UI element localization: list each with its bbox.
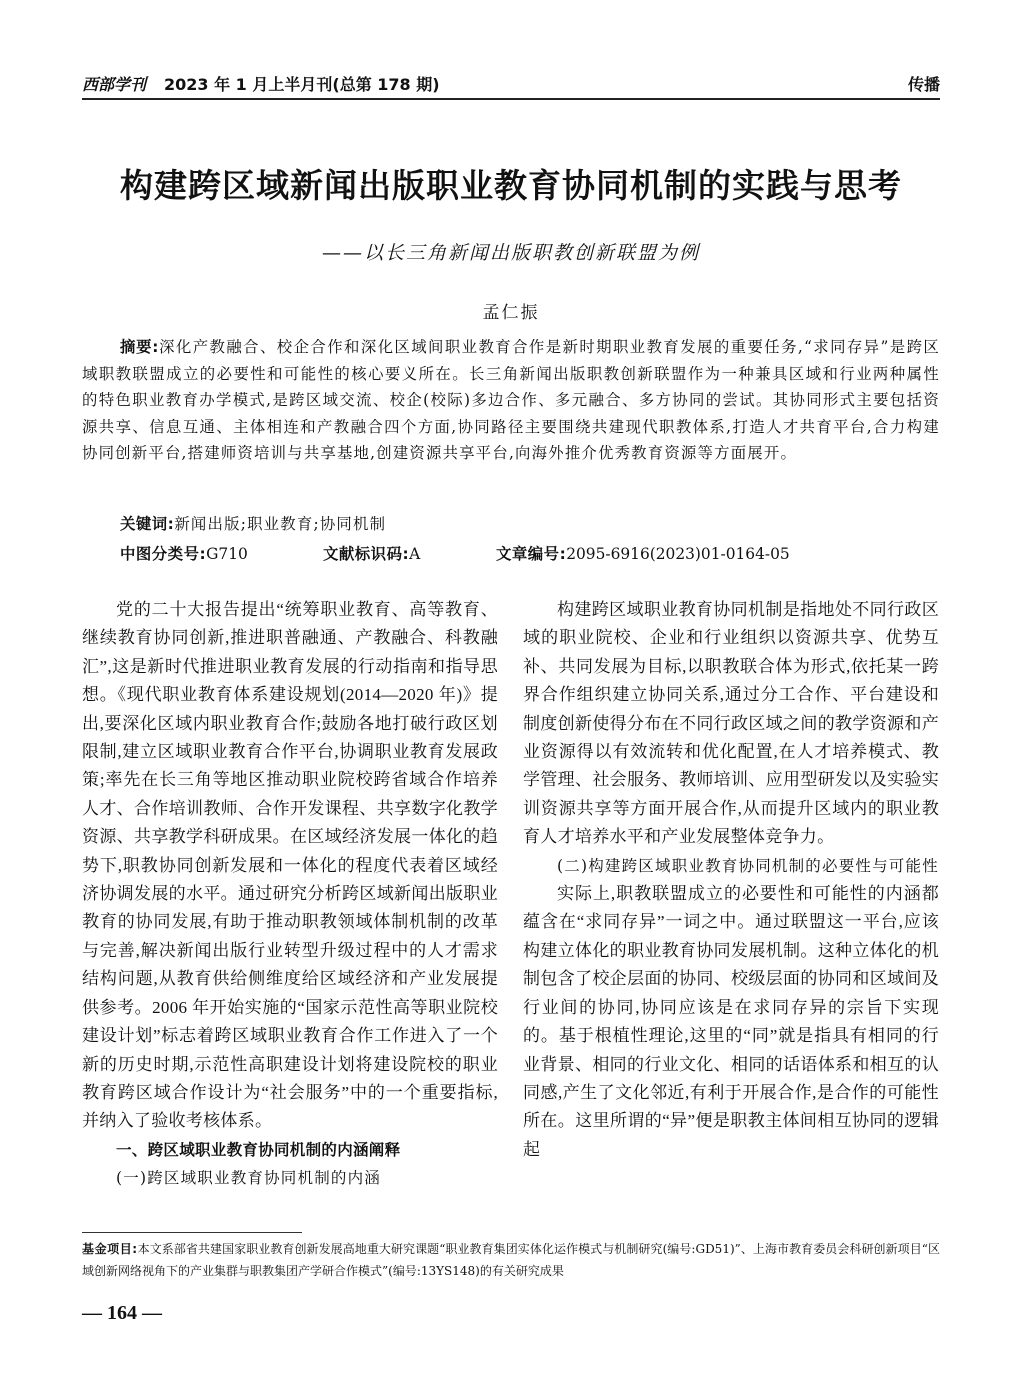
footnote-text: 本文系部省共建国家职业教育创新发展高地重大研究课题“职业教育集团实体化运作模式与机制研究(编号:GD51)”、上海市教育委员会科研创新项目“区域创新网络视角下的产业集群与职教集团产学研合作模式”(编号:13YS148)的有关研究成果: [82, 1242, 940, 1278]
running-header: [82, 72, 940, 96]
clc-value: G710: [206, 545, 248, 563]
header-rule: [82, 98, 940, 100]
footnote-rule: [82, 1232, 302, 1233]
section-heading: 一、跨区域职业教育协同机制的内涵阐释: [116, 1140, 401, 1159]
abstract-text: 深化产教融合、校企合作和深化区域间职业教育合作是新时期职业教育发展的重要任务,“求同存异”是跨区域职教联盟成立的必要性和可能性的核心要义所在。长三角新闻出版职教创新联盟作为一种兼具区域和行业两种属性的特色职业教育办学模式,是跨区域交流、校企(校际)多边合作、多元融合、多方协同的尝试。其协同形式主要包括资源共享、信息互通、主体相连和产教融合四个方面,协同路径主要围绕共建现代职教体系,打造人才共育平台,合力构建协同创新平台,搭建师资培训与共享基地,创建资源共享平台,向海外推介优秀教育资源等方面展开。: [82, 338, 940, 462]
abstract: [82, 334, 940, 467]
article-subtitle: ——以长三角新闻出版职教创新联盟为例: [321, 242, 700, 264]
body-paragraph: 实际上,职教联盟成立的必要性和可能性的内涵都蕴含在“求同存异”一词之中。通过联盟这一平台,应该构建立体化的职业教育协同发展机制。这种立体化的机制包含了校企层面的协同、校级层面的协同和区域间及行业间的协同,协同应该是在求同存异的宗旨下实现的。基于根植性理论,这里的“同”就是指具有相同的行业背景、相同的行业文化、相同的话语体系和相互的认同感,产生了文化邻近,有利于开展合作,是合作的可能性所在。这里所谓的“异”便是职教主体间相互协同的逻辑起: [523, 884, 939, 1159]
page-number: — 164 —: [82, 1302, 162, 1324]
article-title: 构建跨区域新闻出版职业教育协同机制的实践与思考: [120, 166, 902, 205]
doc-label: 文献标识码:: [323, 545, 410, 563]
right-column: [523, 596, 939, 1164]
abstract-label: 摘要:: [120, 338, 159, 356]
left-column: [82, 596, 498, 1193]
body-paragraph: 党的二十大报告提出“统筹职业教育、高等教育、继续教育协同创新,推进职普融通、产教融合、科教融汇”,这是新时代推进职业教育发展的行动指南和指导思想。《现代职业教育体系建设规划(2014—2020 年)》提出,要深化区域内职业教育合作;鼓励各地打破行政区划限制,建立区域职业教育合作平台,协调职业教育发展政策;率先在长三角等地区推动职业院校跨省域合作培养人才、合作培训教师、合作开发课程、共享数字化教学资源、共享教学科研成果。在区域经济发展一体化的趋势下,职教协同创新发展和一体化的程度代表着区域经济协调发展的水平。通过研究分析跨区域新闻出版职业教育的协同发展,有助于推动职教领域体制机制的改革与完善,解决新闻出版行业转型升级过程中的人才需求结构问题,从教育供给侧维度给区域经济和产业发展提供参考。2006 年开始实施的“国家示范性高等职业院校建设计划”标志着跨区域职业教育合作工作进入了一个新的历史时期,示范性高职建设计划将建设院校的职业教育跨区域合作设计为“社会服务”中的一个重要指标,并纳入了验收考核体系。: [82, 600, 498, 1131]
classification-line: [120, 542, 940, 564]
funding-footnote: [82, 1238, 940, 1282]
article-number-value: 2095-6916(2023)01-0164-05: [566, 545, 790, 563]
article-number: [496, 542, 790, 564]
issue-info: 2023 年 1 月上半月刊(总第 178 期): [164, 75, 440, 94]
author-name: 孟仁振: [482, 303, 540, 323]
section-name: 传播: [907, 75, 940, 94]
body-paragraph: 构建跨区域职业教育协同机制是指地处不同行政区域的职业院校、企业和行业组织以资源共享、优势互补、共同发展为目标,以职教联合体为形式,依托某一跨界合作组织建立协同关系,通过分工合作、平台建设和制度创新使得分布在不同行政区域之间的教学资源和产业资源得以有效流转和优化配置,在人才培养模式、教学管理、社会服务、教师培训、应用型研发以及实验实训资源共享等方面开展合作,从而提升区域内的职业教育人才培养水平和产业发展整体竞争力。: [523, 600, 939, 847]
document-code: [323, 542, 420, 564]
footnote-label: 基金项目:: [82, 1242, 138, 1256]
subsection-heading: (一)跨区域职业教育协同机制的内涵: [116, 1169, 381, 1188]
keywords-text: 新闻出版;职业教育;协同机制: [174, 515, 387, 533]
clc-label: 中图分类号:: [120, 545, 207, 563]
journal-name: 西部学刊: [82, 75, 147, 94]
article-number-label: 文章编号:: [496, 545, 567, 563]
subsection-heading: (二)构建跨区域职业教育协同机制的必要性与可能性: [557, 856, 939, 875]
keywords-label: 关键词:: [120, 515, 175, 533]
clc-code: [120, 542, 248, 564]
keywords: [120, 512, 940, 534]
doc-value: A: [409, 545, 421, 563]
